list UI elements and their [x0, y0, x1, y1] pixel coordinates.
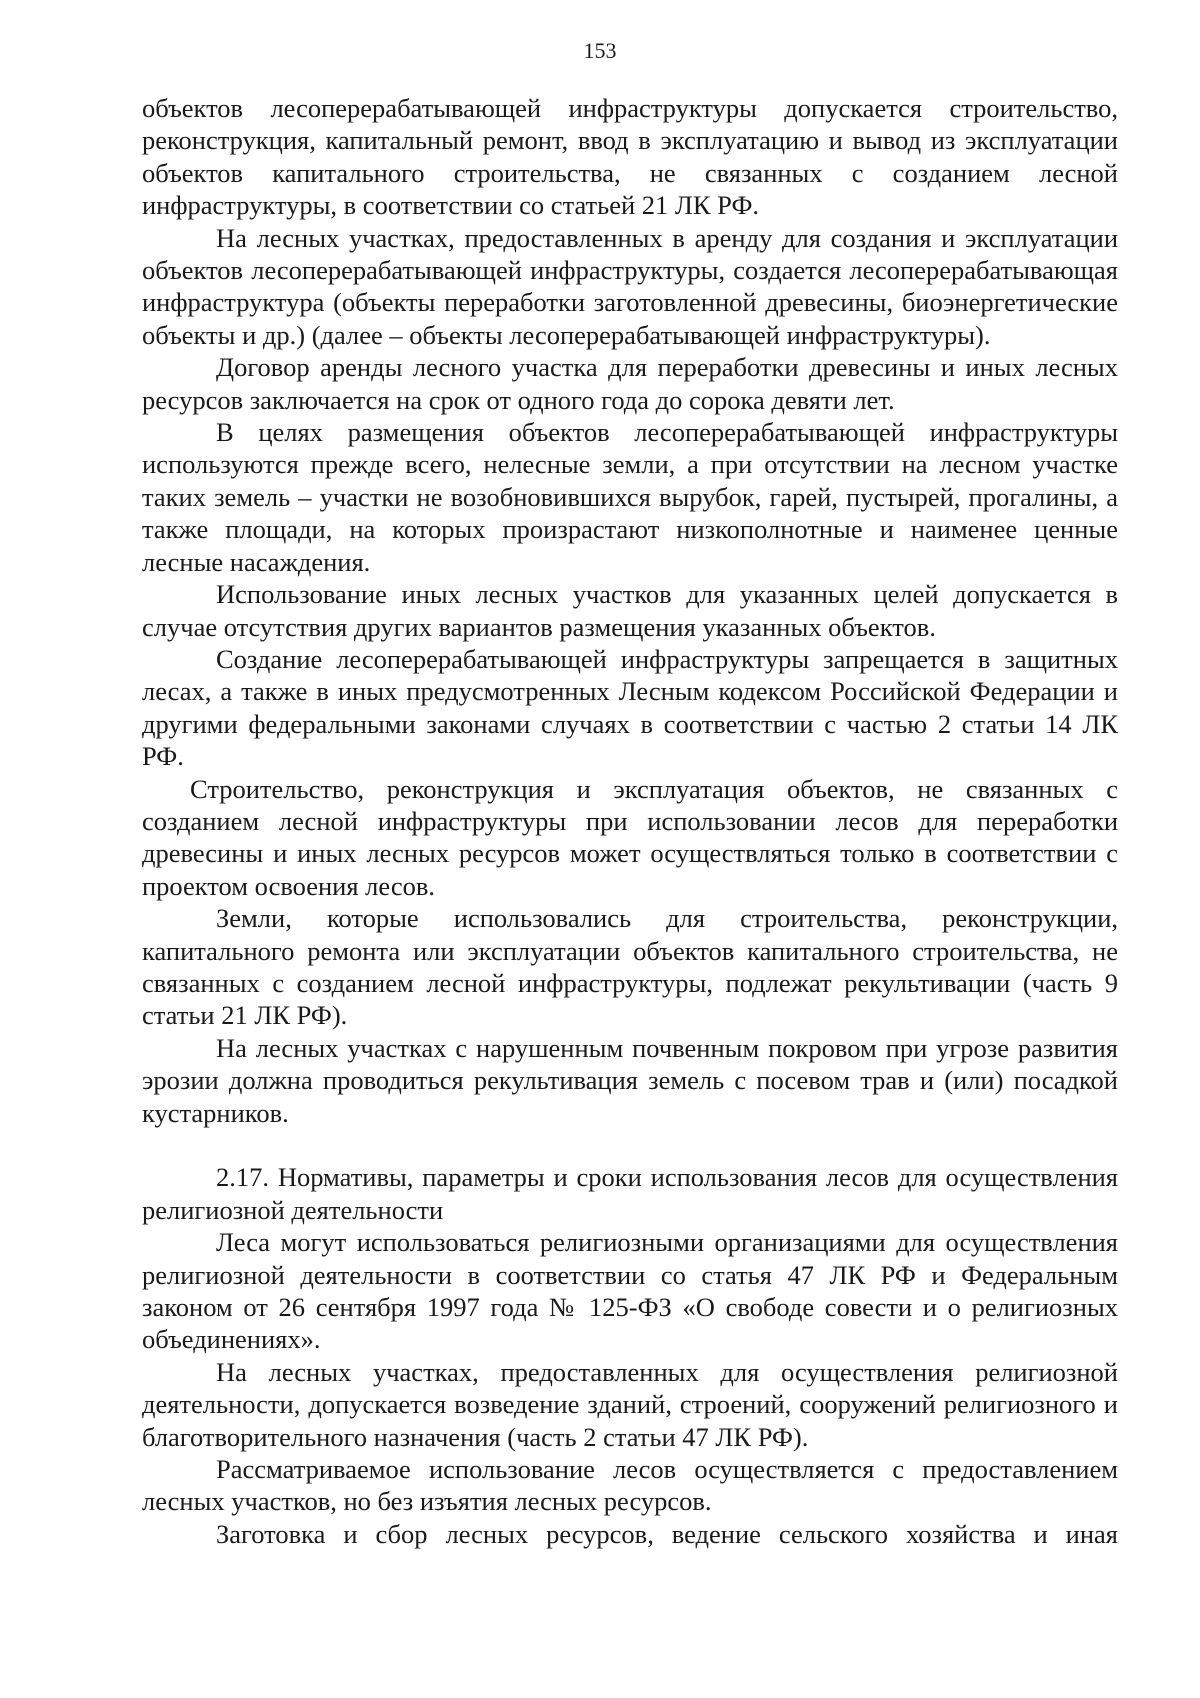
paragraph: объектов лесоперерабатывающей инфраструктуры допускается строительство, реконструкция, капитальный ремонт, ввод в эксплуатацию и вывод из эксплуатации объектов капитального строительства, не связанных с созданием лесной инфраструктуры, в соответствии со статьей 21 ЛК РФ. — [142, 93, 1118, 221]
section-heading: 2.17. Нормативы, параметры и сроки использования лесов для осуществления религиозной деятельности — [142, 1162, 1118, 1225]
document-body — [142, 92, 1118, 1550]
paragraph: Создание лесоперерабатывающей инфраструктуры запрещается в защитных лесах, а также в иных предусмотренных Лесным кодексом Российской Федерации и другими федеральными законами случаях в соответствии с частью 2 статьи 14 ЛК РФ. — [142, 643, 1118, 772]
paragraph: Леса могут использоваться религиозными организациями для осуществления религиозной деятельности в соответствии со статья 47 ЛК РФ и Федеральным законом от 26 сентября 1997 года № 125-ФЗ «О свободе совести и о религиозных объединениях». — [142, 1227, 1118, 1355]
paragraph: На лесных участках с нарушенным почвенным покровом при угрозе развития эрозии должна проводиться рекультивация земель с посевом трав и (или) посадкой кустарников. — [142, 1032, 1118, 1128]
paragraph: Использование иных лесных участков для указанных целей допускается в случае отсутствия других вариантов размещения указанных объектов. — [142, 579, 1118, 642]
paragraph: Заготовка и сбор лесных ресурсов, ведение сельского хозяйства и иная — [216, 1518, 1118, 1549]
paragraph: В целях размещения объектов лесоперерабатывающей инфраструктуры используются прежде всего, нелесные земли, а при отсутствии на лесном участке таких земель – участки не возобновившихся вырубок, гарей, пустырей, прогалины, а также площади, на которых произрастают низкополнотные и наименее ценные лесные насаждения. — [142, 417, 1118, 577]
paragraph: Строительство, реконструкция и эксплуатация объектов, не связанных с созданием лесной инфраструктуры при использовании лесов для переработки древесины и иных лесных ресурсов может осуществляться только в соответствии с проектом освоения лесов. — [142, 773, 1118, 901]
section-gap — [142, 1129, 1118, 1161]
paragraph: Договор аренды лесного участка для переработки древесины и иных лесных ресурсов заключается на срок от одного года до сорока девяти лет. — [142, 352, 1118, 415]
paragraph: Рассматриваемое использование лесов осуществляется с предоставлением лесных участков, но без изъятия лесных ресурсов. — [142, 1454, 1118, 1517]
paragraph: На лесных участках, предоставленных для осуществления религиозной деятельности, допускается возведение зданий, строений, сооружений религиозного и благотворительного назначения (часть 2 статьи 47 ЛК РФ). — [142, 1356, 1118, 1452]
page-number: 153 — [583, 38, 617, 63]
paragraph: На лесных участках, предоставленных в аренду для создания и эксплуатации объектов лесоперерабатывающей инфраструктуры, создается лесоперерабатывающая инфраструктура (объекты переработки заготовленной древесины, биоэнергетические объекты и др.) (далее – объекты лесоперерабатывающей инфраструктуры). — [142, 222, 1118, 350]
paragraph: Земли, которые использовались для строительства, реконструкции, капитального ремонта или эксплуатации объектов капитального строительства, не связанных с созданием лесной инфраструктуры, подлежат рекультивации (часть 9 статьи 21 ЛК РФ). — [142, 903, 1118, 1031]
